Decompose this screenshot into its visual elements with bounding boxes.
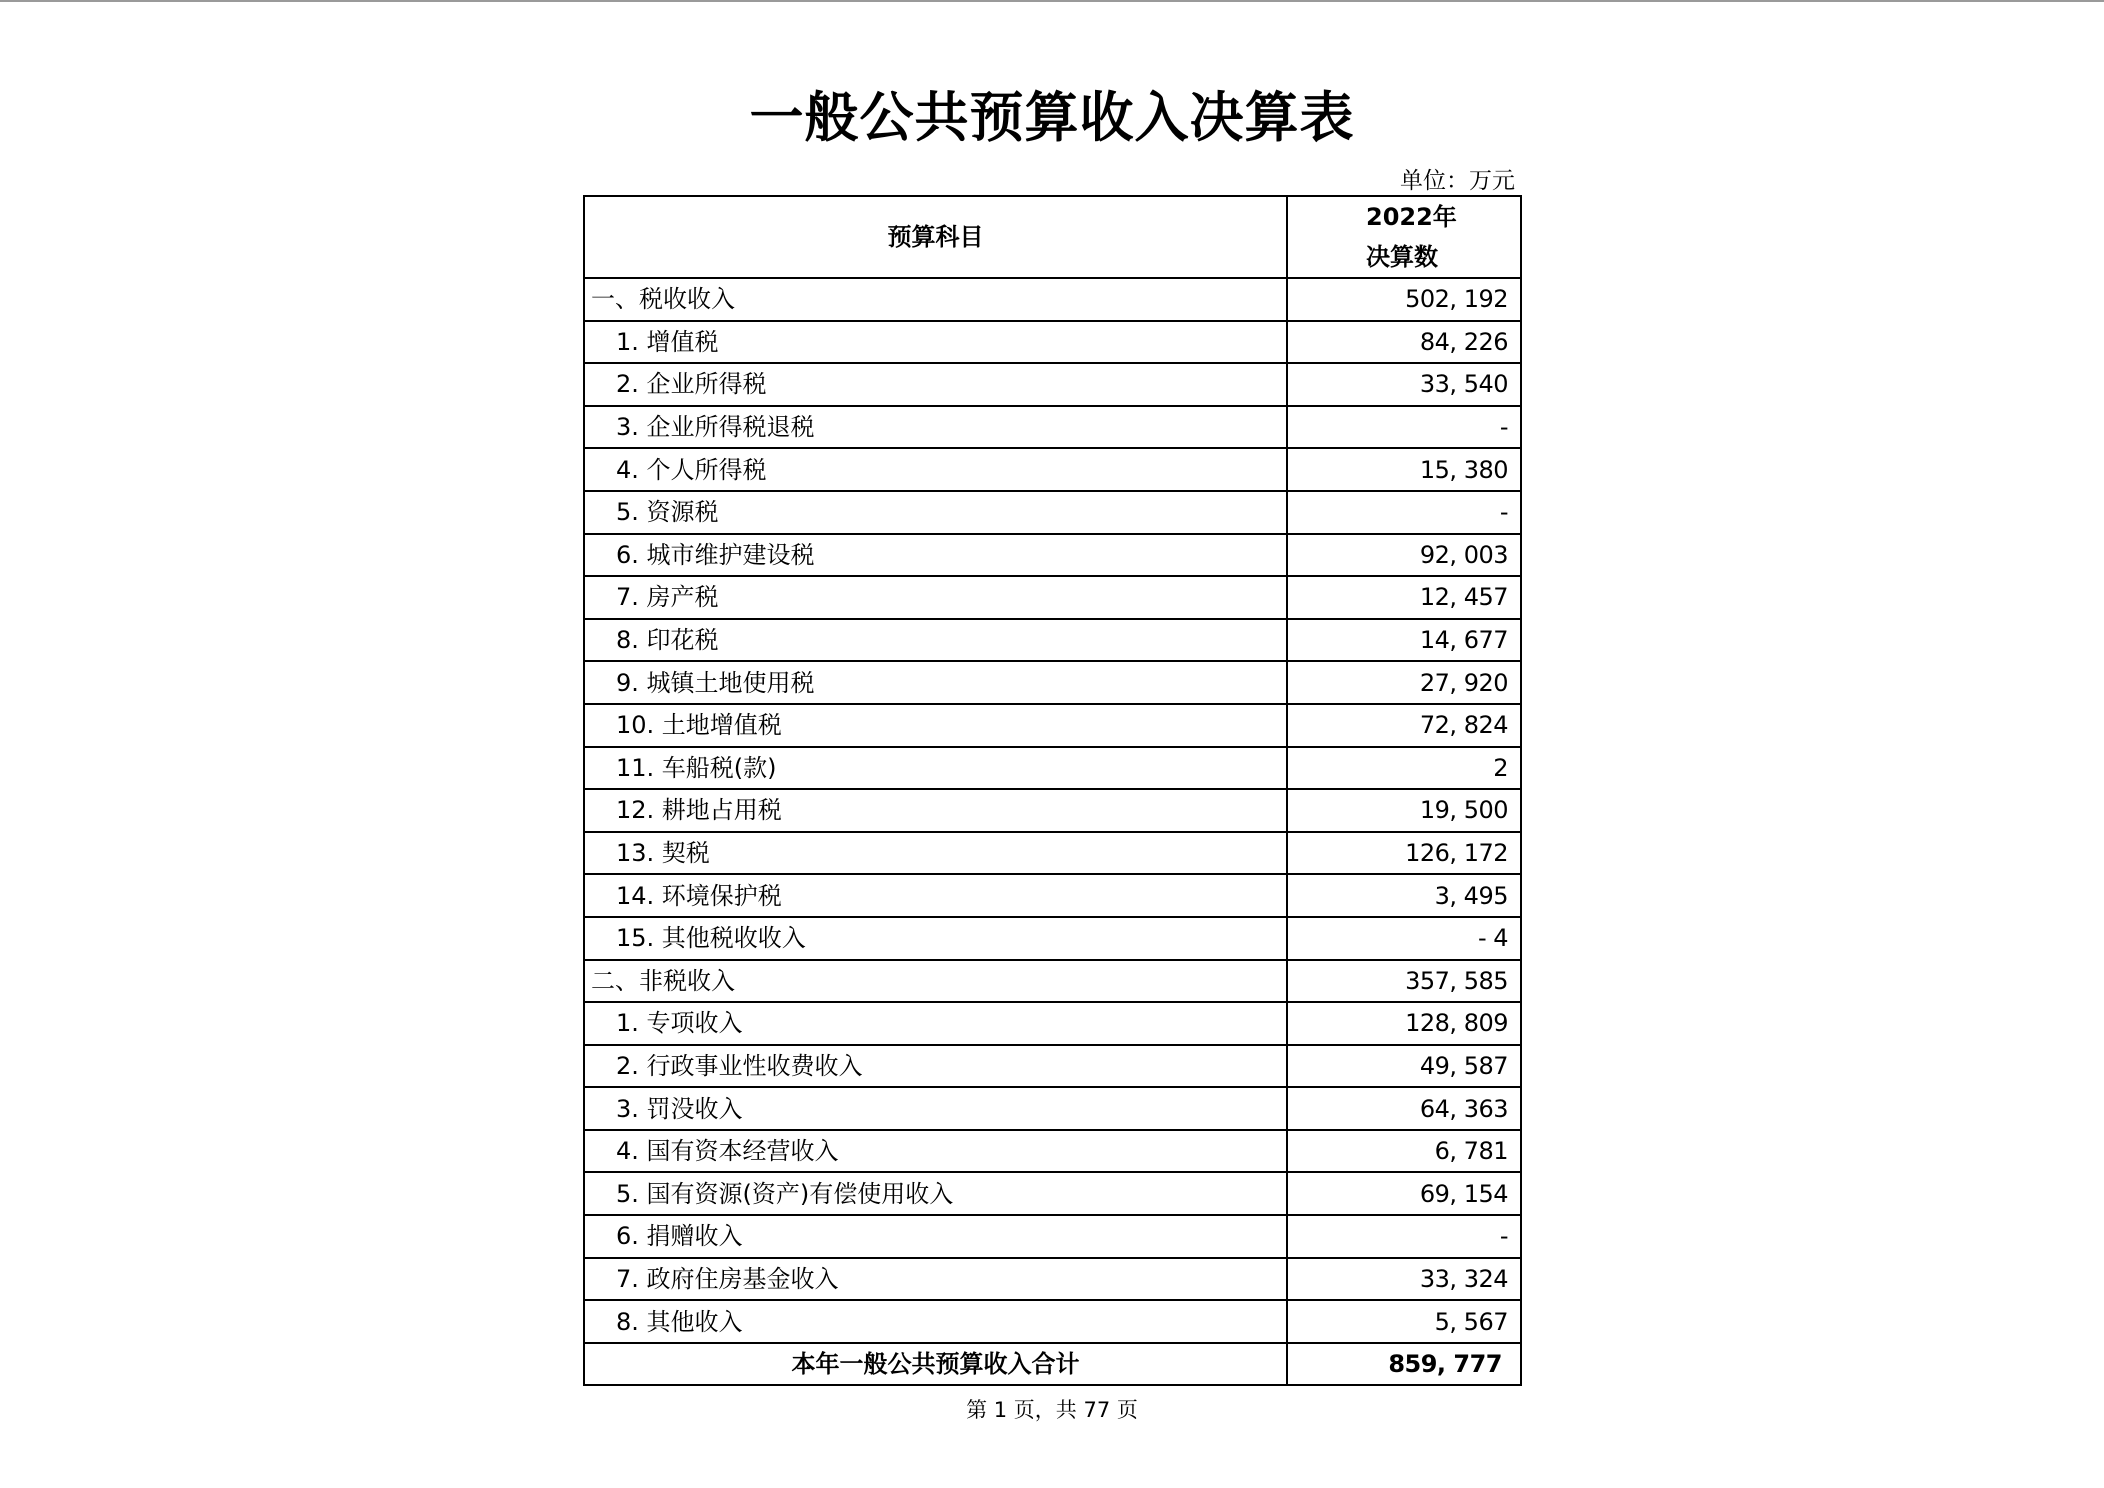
row-amount: 128, 809 <box>1287 1002 1521 1045</box>
row-amount: 72, 824 <box>1287 704 1521 747</box>
row-amount: 33, 540 <box>1287 363 1521 406</box>
table-row <box>584 917 1521 960</box>
row-item-label: 7. 房产税 <box>584 576 1287 619</box>
row-amount: - <box>1287 406 1521 449</box>
table-row <box>584 1087 1521 1130</box>
row-amount: 69, 154 <box>1287 1172 1521 1215</box>
row-amount: 49, 587 <box>1287 1045 1521 1088</box>
column-header-item: 预算科目 <box>584 196 1287 278</box>
table-row <box>584 874 1521 917</box>
row-amount: 15, 380 <box>1287 448 1521 491</box>
row-amount: 2 <box>1287 747 1521 790</box>
row-amount: - <box>1287 1215 1521 1258</box>
row-item-label: 9. 城镇土地使用税 <box>584 661 1287 704</box>
row-item-label: 二、非税收入 <box>584 960 1287 1003</box>
table-row <box>584 448 1521 491</box>
table-row <box>584 704 1521 747</box>
table-row <box>584 1130 1521 1173</box>
row-amount: 33, 324 <box>1287 1258 1521 1301</box>
table-row <box>584 278 1521 321</box>
row-item-label: 12. 耕地占用税 <box>584 789 1287 832</box>
table-row <box>584 406 1521 449</box>
row-amount: 14, 677 <box>1287 619 1521 662</box>
table-row <box>584 789 1521 832</box>
table-row <box>584 321 1521 364</box>
row-item-label: 3. 企业所得税退税 <box>584 406 1287 449</box>
row-amount: 6, 781 <box>1287 1130 1521 1173</box>
row-amount: 12, 457 <box>1287 576 1521 619</box>
table-row <box>584 534 1521 577</box>
row-amount: - <box>1287 491 1521 534</box>
table-row <box>584 619 1521 662</box>
row-item-label: 2. 行政事业性收费收入 <box>584 1045 1287 1088</box>
row-item-label: 15. 其他税收收入 <box>584 917 1287 960</box>
unit-label: 单位：万元 <box>1400 168 1515 194</box>
table-row <box>584 1300 1521 1343</box>
row-amount: 27, 920 <box>1287 661 1521 704</box>
row-amount: 3, 495 <box>1287 874 1521 917</box>
table-row <box>584 661 1521 704</box>
row-amount: 502, 192 <box>1287 278 1521 321</box>
row-item-label: 7. 政府住房基金收入 <box>584 1258 1287 1301</box>
row-item-label: 10. 土地增值税 <box>584 704 1287 747</box>
row-amount: 64, 363 <box>1287 1087 1521 1130</box>
row-item-label: 3. 罚没收入 <box>584 1087 1287 1130</box>
row-amount: 5, 567 <box>1287 1300 1521 1343</box>
row-item-label: 4. 国有资本经营收入 <box>584 1130 1287 1173</box>
row-amount: 84, 226 <box>1287 321 1521 364</box>
table-row <box>584 363 1521 406</box>
budget-revenue-table <box>583 195 1522 1386</box>
table-row <box>584 1172 1521 1215</box>
table-row <box>584 960 1521 1003</box>
table-row <box>584 576 1521 619</box>
table-body <box>584 278 1521 1343</box>
row-amount: 357, 585 <box>1287 960 1521 1003</box>
row-amount: - 4 <box>1287 917 1521 960</box>
table-row <box>584 1215 1521 1258</box>
table-header-row <box>584 196 1521 278</box>
column-header-year-line2: 决算数 <box>1366 243 1438 271</box>
row-item-label: 14. 环境保护税 <box>584 874 1287 917</box>
column-header-year <box>1287 196 1521 278</box>
page-top-border <box>0 0 2104 2</box>
row-item-label: 6. 城市维护建设税 <box>584 534 1287 577</box>
total-label: 本年一般公共预算收入合计 <box>584 1343 1287 1386</box>
total-amount: 859, 777 <box>1287 1343 1521 1386</box>
row-item-label: 4. 个人所得税 <box>584 448 1287 491</box>
table-row <box>584 1045 1521 1088</box>
table-row <box>584 491 1521 534</box>
row-item-label: 8. 其他收入 <box>584 1300 1287 1343</box>
row-item-label: 一、税收收入 <box>584 278 1287 321</box>
row-item-label: 5. 国有资源(资产)有偿使用收入 <box>584 1172 1287 1215</box>
table-row <box>584 1002 1521 1045</box>
table-row <box>584 747 1521 790</box>
row-amount: 19, 500 <box>1287 789 1521 832</box>
row-item-label: 11. 车船税(款) <box>584 747 1287 790</box>
row-item-label: 5. 资源税 <box>584 491 1287 534</box>
page-number-footer: 第 1 页，共 77 页 <box>966 1398 1138 1422</box>
row-item-label: 6. 捐赠收入 <box>584 1215 1287 1258</box>
row-amount: 126, 172 <box>1287 832 1521 875</box>
row-item-label: 1. 专项收入 <box>584 1002 1287 1045</box>
row-item-label: 2. 企业所得税 <box>584 363 1287 406</box>
table-row <box>584 1258 1521 1301</box>
table-row <box>584 832 1521 875</box>
row-item-label: 1. 增值税 <box>584 321 1287 364</box>
document-title: 一般公共预算收入决算表 <box>749 86 1355 149</box>
row-item-label: 13. 契税 <box>584 832 1287 875</box>
row-amount: 92, 003 <box>1287 534 1521 577</box>
table-total-row <box>584 1343 1521 1386</box>
column-header-year-line1: 2022年 <box>1366 203 1457 231</box>
row-item-label: 8. 印花税 <box>584 619 1287 662</box>
